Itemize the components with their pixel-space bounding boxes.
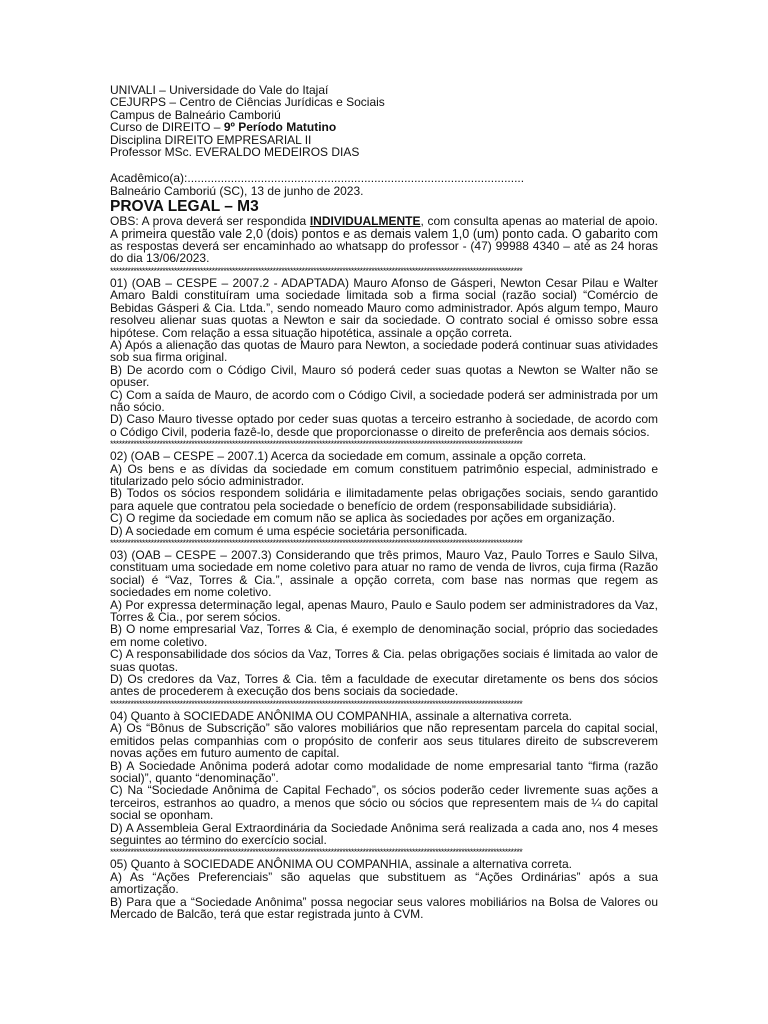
answer-option: B) A Sociedade Anônima poderá adotar como modalidade de nome empresarial tanto “firma (razão social)”, quanto “denominação”. (110, 758, 658, 785)
answer-option: B) De acordo com o Código Civil, Mauro só poderá ceder suas quotas a Newton se Walter não se opuser. (110, 362, 658, 390)
answer-option: B) O nome empresarial Vaz, Torres & Cia, é exemplo de denominação social, próprio das sociedades em nome coletivo. (110, 622, 658, 649)
discipline-line: Disciplina DIREITO EMPRESARIAL II (110, 132, 312, 147)
question-3 (110, 549, 658, 698)
exam-title: PROVA LEGAL – M3 (110, 198, 259, 216)
header-block (110, 84, 658, 215)
instructions (110, 215, 658, 265)
question-stem: 01) (OAB – CESPE – 2007.2 - ADAPTADA) Mauro Afonso de Gásperi, Newton Cesar Pilau e Walter Amaro Baldi constituíram uma sociedade limitada sob a firma social (razão social) “Comércio de Bebidas Gásperi & Cia. Ltda.”, sendo nomeado Mauro como administrador. Após algum tempo, Mauro resolveu alienar suas quotas a Newton e sair da sociedade. O contrato social é omisso sobre essa hipótese. Com relação a essa situação hipotética, assinale a opção correta. (110, 275, 658, 340)
question-stem: 02) (OAB – CESPE – 2007.1) Acerca da sociedade em comum, assinale a opção correta. (110, 449, 587, 464)
exam-document (110, 84, 658, 920)
university-line: UNIVALI – Universidade do Vale do Itajaí (110, 83, 329, 97)
campus-line: Campus de Balneário Camboriú (110, 107, 281, 122)
separator-line: ********************************************************************************************************************************************** (110, 699, 523, 708)
obs-suffix: , com consulta apenas ao material de apoio. A (110, 214, 658, 241)
obs-emphasis: INDIVIDUALMENTE (309, 214, 421, 229)
answer-option: D) Caso Mauro tivesse optado por ceder suas quotas a terceiro estranho à sociedade, de acordo com o Código Civil, poderia fazê-lo, desde que proporcionasse o direito de preferência aos demais sócios. (110, 412, 658, 439)
question-1 (110, 277, 658, 438)
answer-option: C) Na “Sociedade Anônima de Capital Fechado”, os sócios poderão ceder livremente suas ações a terceiros, estranhos ao quadro, a menos que sócio ou sócios que representem mais de ¼ do capital social se oponham. (110, 783, 658, 823)
separator-line: ********************************************************************************************************************************************** (110, 848, 523, 857)
course-line (110, 121, 658, 133)
center-line: CEJURPS – Centro de Ciências Jurídicas e Sociais (110, 95, 385, 110)
obs-line3: as respostas deverá ser encaminhado ao whatsapp do professor - (47) 99988 4340 – até as 24 horas do dia 13/06/2023. (110, 239, 658, 266)
separator-line: ********************************************************************************************************************************************** (110, 266, 523, 275)
question-stem: 05) Quanto à SOCIEDADE ANÔNIMA OU COMPANHIA, assinale a alternativa correta. (110, 857, 572, 872)
question-stem: 04) Quanto à SOCIEDADE ANÔNIMA OU COMPANHIA, assinale a alternativa correta. (110, 708, 572, 723)
answer-option: C) Com a saída de Mauro, de acordo com o Código Civil, a sociedade poderá ser administrada por um não sócio. (110, 387, 658, 414)
answer-option: A) Os bens e as dívidas da sociedade em comum constituem patrimônio especial, administrado e titularizado pelo sócio administrador. (110, 461, 658, 488)
separator-line: ********************************************************************************************************************************************** (110, 440, 523, 449)
student-line: Acadêmico(a):..................................................................................................... (110, 171, 525, 186)
course-prefix: Curso de DIREITO – (110, 120, 224, 135)
answer-option: A) As “Ações Preferenciais” são aquelas que substituem as “Ações Ordinárias” após a sua amortização. (110, 869, 658, 897)
professor-line: Professor MSc. EVERALDO MEDEIROS DIAS (110, 145, 360, 160)
answer-option: B) Todos os sócios respondem solidária e ilimitadamente pelas obrigações sociais, sendo garantido para aquele que contratou pela sociedade o benefício de ordem (responsabilidade subsidiária). (110, 486, 658, 513)
question-2 (110, 450, 658, 537)
answer-option: A) Os “Bônus de Subscrição” são valores mobiliários que não representam parcela do capital social, emitidos pelas companhias com o propósito de conferir aos seus titulares direito de subscreverem novas ações em futuro aumento de capital. (110, 721, 658, 761)
answer-option: B) Para que a “Sociedade Anônima” possa negociar seus valores mobiliários na Bolsa de Valores ou Mercado de Balcão, terá que estar registrada junto à CVM. (110, 894, 658, 921)
separator-line: ********************************************************************************************************************************************** (110, 539, 523, 547)
answer-option: C) O regime da sociedade em comum não se aplica às sociedades por ações em organização. (110, 511, 615, 526)
questions-list (110, 267, 658, 921)
obs-prefix: OBS: A prova deverá ser respondida (110, 214, 310, 229)
question-5 (110, 858, 658, 920)
answer-option: D) A Assembleia Geral Extraordinária da Sociedade Anônima será realizada a cada ano, nos 4 meses seguintes ao término do exercício social. (110, 820, 658, 847)
obs-line2: primeira questão vale 2,0 (dois) pontos e as demais valem 1,0 (um) ponto cada. O gabarito com (121, 226, 658, 241)
answer-option: D) Os credores da Vaz, Torres & Cia. têm a faculdade de executar diretamente os bens dos sócios antes de procederem à execução dos bens sociais da sociedade. (110, 672, 658, 699)
answer-option: A) Por expressa determinação legal, apenas Mauro, Paulo e Saulo podem ser administradores da Vaz, Torres & Cia., por serem sócios. (110, 597, 658, 625)
question-stem: 03) (OAB – CESPE – 2007.3) Considerando que três primos, Mauro Vaz, Paulo Torres e Saulo Silva, constituam uma sociedade em nome coletivo para atuar no ramo de venda de livros, cuja firma (Razão social) é “Vaz, Torres & Cia.”, assinale a opção correta, com base nas normas que regem as sociedades em nome coletivo. (110, 548, 658, 600)
answer-option: A) Após a alienação das quotas de Mauro para Newton, a sociedade poderá continuar suas atividades sob sua firma original. (110, 337, 658, 365)
question-4 (110, 710, 658, 846)
answer-option: C) A responsabilidade dos sócios da Vaz, Torres & Cia. pelas obrigações sociais é limitada ao valor de suas quotas. (110, 647, 658, 674)
answer-option: D) A sociedade em comum é uma espécie societária personificada. (110, 523, 468, 538)
spacer (110, 158, 658, 172)
date-line: Balneário Camboriú (SC), 13 de junho de 2023. (110, 183, 364, 198)
course-period: 9º Período Matutino (223, 120, 337, 135)
